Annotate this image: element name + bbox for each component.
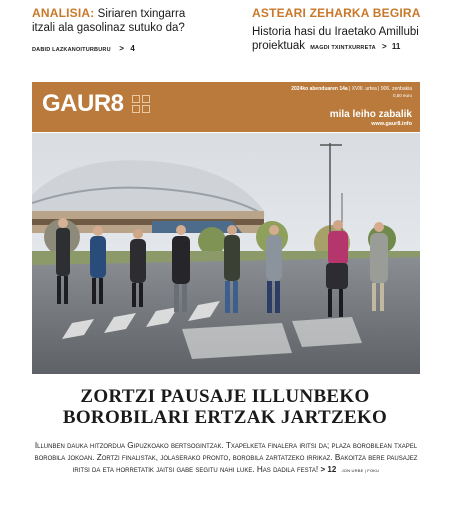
teasers	[0, 0, 450, 80]
page-arrow-icon: >	[119, 44, 124, 53]
teaser-analysis[interactable]	[32, 6, 232, 56]
issue-info	[291, 86, 412, 98]
teaser-title: Historia hasi du Iraetako Amillubi	[252, 26, 419, 38]
page-arrow-icon: >	[320, 465, 326, 474]
teaser-weekly[interactable]	[252, 6, 432, 55]
logo-squares-icon	[132, 95, 152, 115]
teaser-title-rest: itzali ala gasolinaz sutuko da?	[32, 22, 185, 34]
website-link[interactable]: www.gaur8.info	[371, 121, 412, 127]
headline-line-2: BOROBILARI ERTZAK JARTZEKO	[62, 407, 388, 428]
teaser-kicker: ANALISIA:	[32, 6, 95, 20]
cover-photo	[32, 133, 420, 374]
issue-separator: |	[349, 86, 351, 92]
slogan: mila leiho zabalik	[329, 109, 412, 120]
teaser-title: Siriaren txingarra	[97, 8, 186, 20]
teaser-page-ref: 4	[130, 44, 135, 53]
lead-page-ref: 12	[327, 465, 337, 474]
teaser-kicker: ASTEARI ZEHARKA BEGIRA	[252, 6, 421, 20]
issue-date: 2024ko abenduaren 14a	[291, 86, 348, 92]
headline-line-1: ZORTZI PAUSAJE ILLUNBEKO	[80, 386, 370, 407]
main-headline[interactable]	[0, 386, 450, 428]
teaser-byline: MAGDI TXINTXURRETA	[310, 45, 376, 51]
page-arrow-icon: >	[382, 42, 387, 51]
teaser-title-rest: proiektuak	[252, 40, 306, 52]
logo[interactable]: GAUR8	[42, 90, 124, 117]
lead-text: Illunben dauka hitzordua Gipuzkoako bertsogintzak. Txapelketa finalera iritsi da; plaza borobilean txapel borobila jokoan. Zortzi finalistak, jolaserako pronto, borobila zartatzeko irrikaz. Bakoitza bere pausajez iritsi da eta horretatik jaitsi gabe segitu nahi luke. Has dadila festa!	[34, 441, 418, 474]
issue-number: XVIII. urtea | 906. zenbakia	[351, 86, 412, 92]
issue-price: 0,50 euro	[392, 93, 412, 98]
lead-paragraph	[32, 440, 420, 477]
teaser-byline: DABID LAZKANOITURBURU	[32, 47, 111, 53]
photo-credit: JON URBE | FOKU	[341, 468, 380, 473]
teaser-page-ref: 11	[391, 42, 401, 51]
masthead	[32, 82, 420, 132]
